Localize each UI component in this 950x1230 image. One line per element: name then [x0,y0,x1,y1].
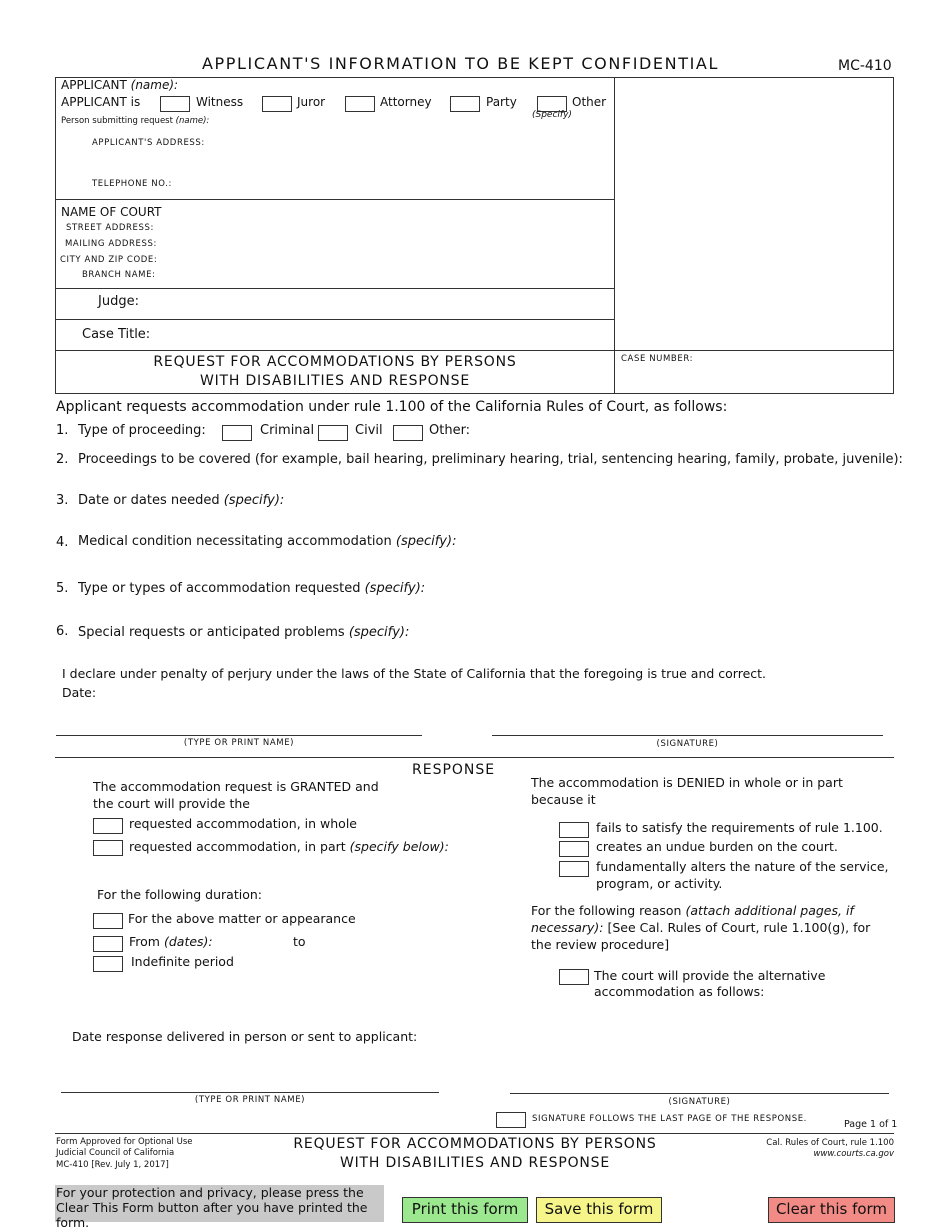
street-address-label: STREET ADDRESS: [66,223,154,233]
item5-label: Type or types of accommodation requested (specify): [78,581,426,596]
item2-number: 2. [56,452,69,467]
other-proceeding-label: Other: [429,423,471,438]
witness-label: Witness [196,95,244,109]
above-matter-checkbox[interactable] [93,913,123,929]
print-name-line[interactable] [56,735,422,736]
signature-caption: (SIGNATURE) [656,739,719,749]
attorney-checkbox[interactable] [345,96,375,112]
to-label: to [293,934,306,949]
alternative-line2: accommodation as follows: [594,984,765,999]
response-print-name-line[interactable] [61,1092,439,1093]
footer-divider [55,1133,894,1134]
alters-label-line2: program, or activity. [596,876,723,891]
response-signature-caption: (SIGNATURE) [668,1097,731,1107]
branch-name-label: BRANCH NAME: [82,270,156,280]
juror-checkbox[interactable] [262,96,292,112]
attorney-label: Attorney [380,95,432,109]
whole-label: requested accommodation, in whole [129,816,357,831]
signature-follows-label: SIGNATURE FOLLOWS THE LAST PAGE OF THE RESPONSE. [532,1114,807,1124]
item6-label: Special requests or anticipated problems (specify): [78,625,410,640]
from-dates-checkbox[interactable] [93,936,123,952]
granted-line2: the court will provide the [93,796,250,811]
item1-number: 1. [56,423,69,438]
alternative-checkbox[interactable] [559,969,589,985]
part-checkbox[interactable] [93,840,123,856]
reason-line1: For the following reason (attach additional pages, if [531,903,854,918]
item4-label: Medical condition necessitating accommodation (specify): [78,534,457,549]
civil-label: Civil [355,423,383,438]
city-zip-label: CITY AND ZIP CODE: [60,255,158,265]
signature-follows-checkbox[interactable] [496,1112,526,1128]
reason-line3: the review procedure] [531,937,670,952]
item5-number: 5. [56,581,69,596]
juror-label: Juror [297,95,326,109]
granted-line1: The accommodation request is GRANTED and [93,779,379,794]
telephone-label: TELEPHONE NO.: [92,179,172,189]
specify-note: (Specify) [532,110,572,120]
form-title-line2: WITH DISABILITIES AND RESPONSE [199,373,471,389]
item6-number: 6. [56,624,69,639]
denied-line2: because it [531,792,596,807]
criminal-label: Criminal [260,423,315,438]
save-form-button[interactable]: Save this form [536,1197,662,1223]
council-label: Judicial Council of California [56,1148,175,1158]
burden-label: creates an undue burden on the court. [596,839,838,854]
duration-label: For the following duration: [97,887,262,902]
item2-label: Proceedings to be covered (for example, bail hearing, preliminary hearing, trial, sentencing hearing, family, probate, juvenile): [78,452,903,467]
party-label: Party [486,95,517,109]
footer-title-line2: WITH DISABILITIES AND RESPONSE [339,1155,611,1171]
alternative-line1: The court will provide the alternative [594,968,826,983]
civil-checkbox[interactable] [318,425,348,441]
applicant-is-label: APPLICANT is [61,95,141,109]
court-name-label: NAME OF COURT [61,205,162,219]
date-label: Date: [62,685,97,700]
applicant-name-label: APPLICANT (name): [61,78,179,92]
response-signature-line[interactable] [510,1093,889,1094]
fails-checkbox[interactable] [559,822,589,838]
form-number: MC-410 [838,58,892,74]
alters-label-line1: fundamentally alters the nature of the service, [596,859,889,874]
above-matter-label: For the above matter or appearance [128,911,356,926]
response-heading: RESPONSE [412,762,496,778]
page-number: Page 1 of 1 [844,1119,898,1130]
part-label: requested accommodation, in part (specify below): [129,839,449,854]
case-number-label: CASE NUMBER: [621,354,694,364]
party-checkbox[interactable] [450,96,480,112]
witness-checkbox[interactable] [160,96,190,112]
footer-title-line1: REQUEST FOR ACCOMMODATIONS BY PERSONS [293,1136,657,1152]
item4-number: 4. [56,535,69,550]
alters-checkbox[interactable] [559,861,589,877]
whole-checkbox[interactable] [93,818,123,834]
from-dates-label: From (dates): [129,934,213,949]
indefinite-checkbox[interactable] [93,956,123,972]
response-print-name-caption: (TYPE OR PRINT NAME) [194,1095,306,1105]
delivered-label: Date response delivered in person or sent to applicant: [72,1029,418,1044]
clear-form-button[interactable]: Clear this form [768,1197,895,1223]
case-title-label: Case Title: [82,327,151,342]
form-title-line1: REQUEST FOR ACCOMMODATIONS BY PERSONS [153,354,517,370]
fails-label: fails to satisfy the requirements of rule 1.100. [596,820,883,835]
person-submitting-label: Person submitting request (name): [61,116,210,126]
response-divider [55,757,894,758]
request-intro: Applicant requests accommodation under rule 1.100 of the California Rules of Court, as follows: [56,399,728,415]
item3-label: Date or dates needed (specify): [78,493,285,508]
judge-label: Judge: [98,294,139,309]
other-label: Other [572,95,607,109]
declaration-text: I declare under penalty of perjury under the laws of the State of California that the foregoing is true and correct. [62,666,767,681]
other-proceeding-checkbox[interactable] [393,425,423,441]
confidential-heading: APPLICANT'S INFORMATION TO BE KEPT CONFIDENTIAL [202,54,719,73]
item3-number: 3. [56,493,69,508]
criminal-checkbox[interactable] [222,425,252,441]
reason-line2: necessary): [See Cal. Rules of Court, rule 1.100(g), for [531,920,871,935]
mailing-address-label: MAILING ADDRESS: [65,239,157,249]
indefinite-label: Indefinite period [131,954,234,969]
rules-reference: Cal. Rules of Court, rule 1.100 [766,1138,894,1148]
denied-line1: The accommodation is DENIED in whole or in part [531,775,843,790]
revision-label: MC-410 [Rev. July 1, 2017] [56,1160,169,1170]
applicant-address-label: APPLICANT'S ADDRESS: [92,138,205,148]
print-form-button[interactable]: Print this form [402,1197,528,1223]
burden-checkbox[interactable] [559,841,589,857]
website-link[interactable]: www.courts.ca.gov [813,1149,894,1159]
privacy-notice: For your protection and privacy, please press the Clear This Form button after you have printed the form. [55,1185,384,1222]
item1-label: Type of proceeding: [78,423,206,438]
signature-line[interactable] [492,735,883,736]
approved-label: Form Approved for Optional Use [56,1137,193,1147]
print-name-caption: (TYPE OR PRINT NAME) [183,738,295,748]
